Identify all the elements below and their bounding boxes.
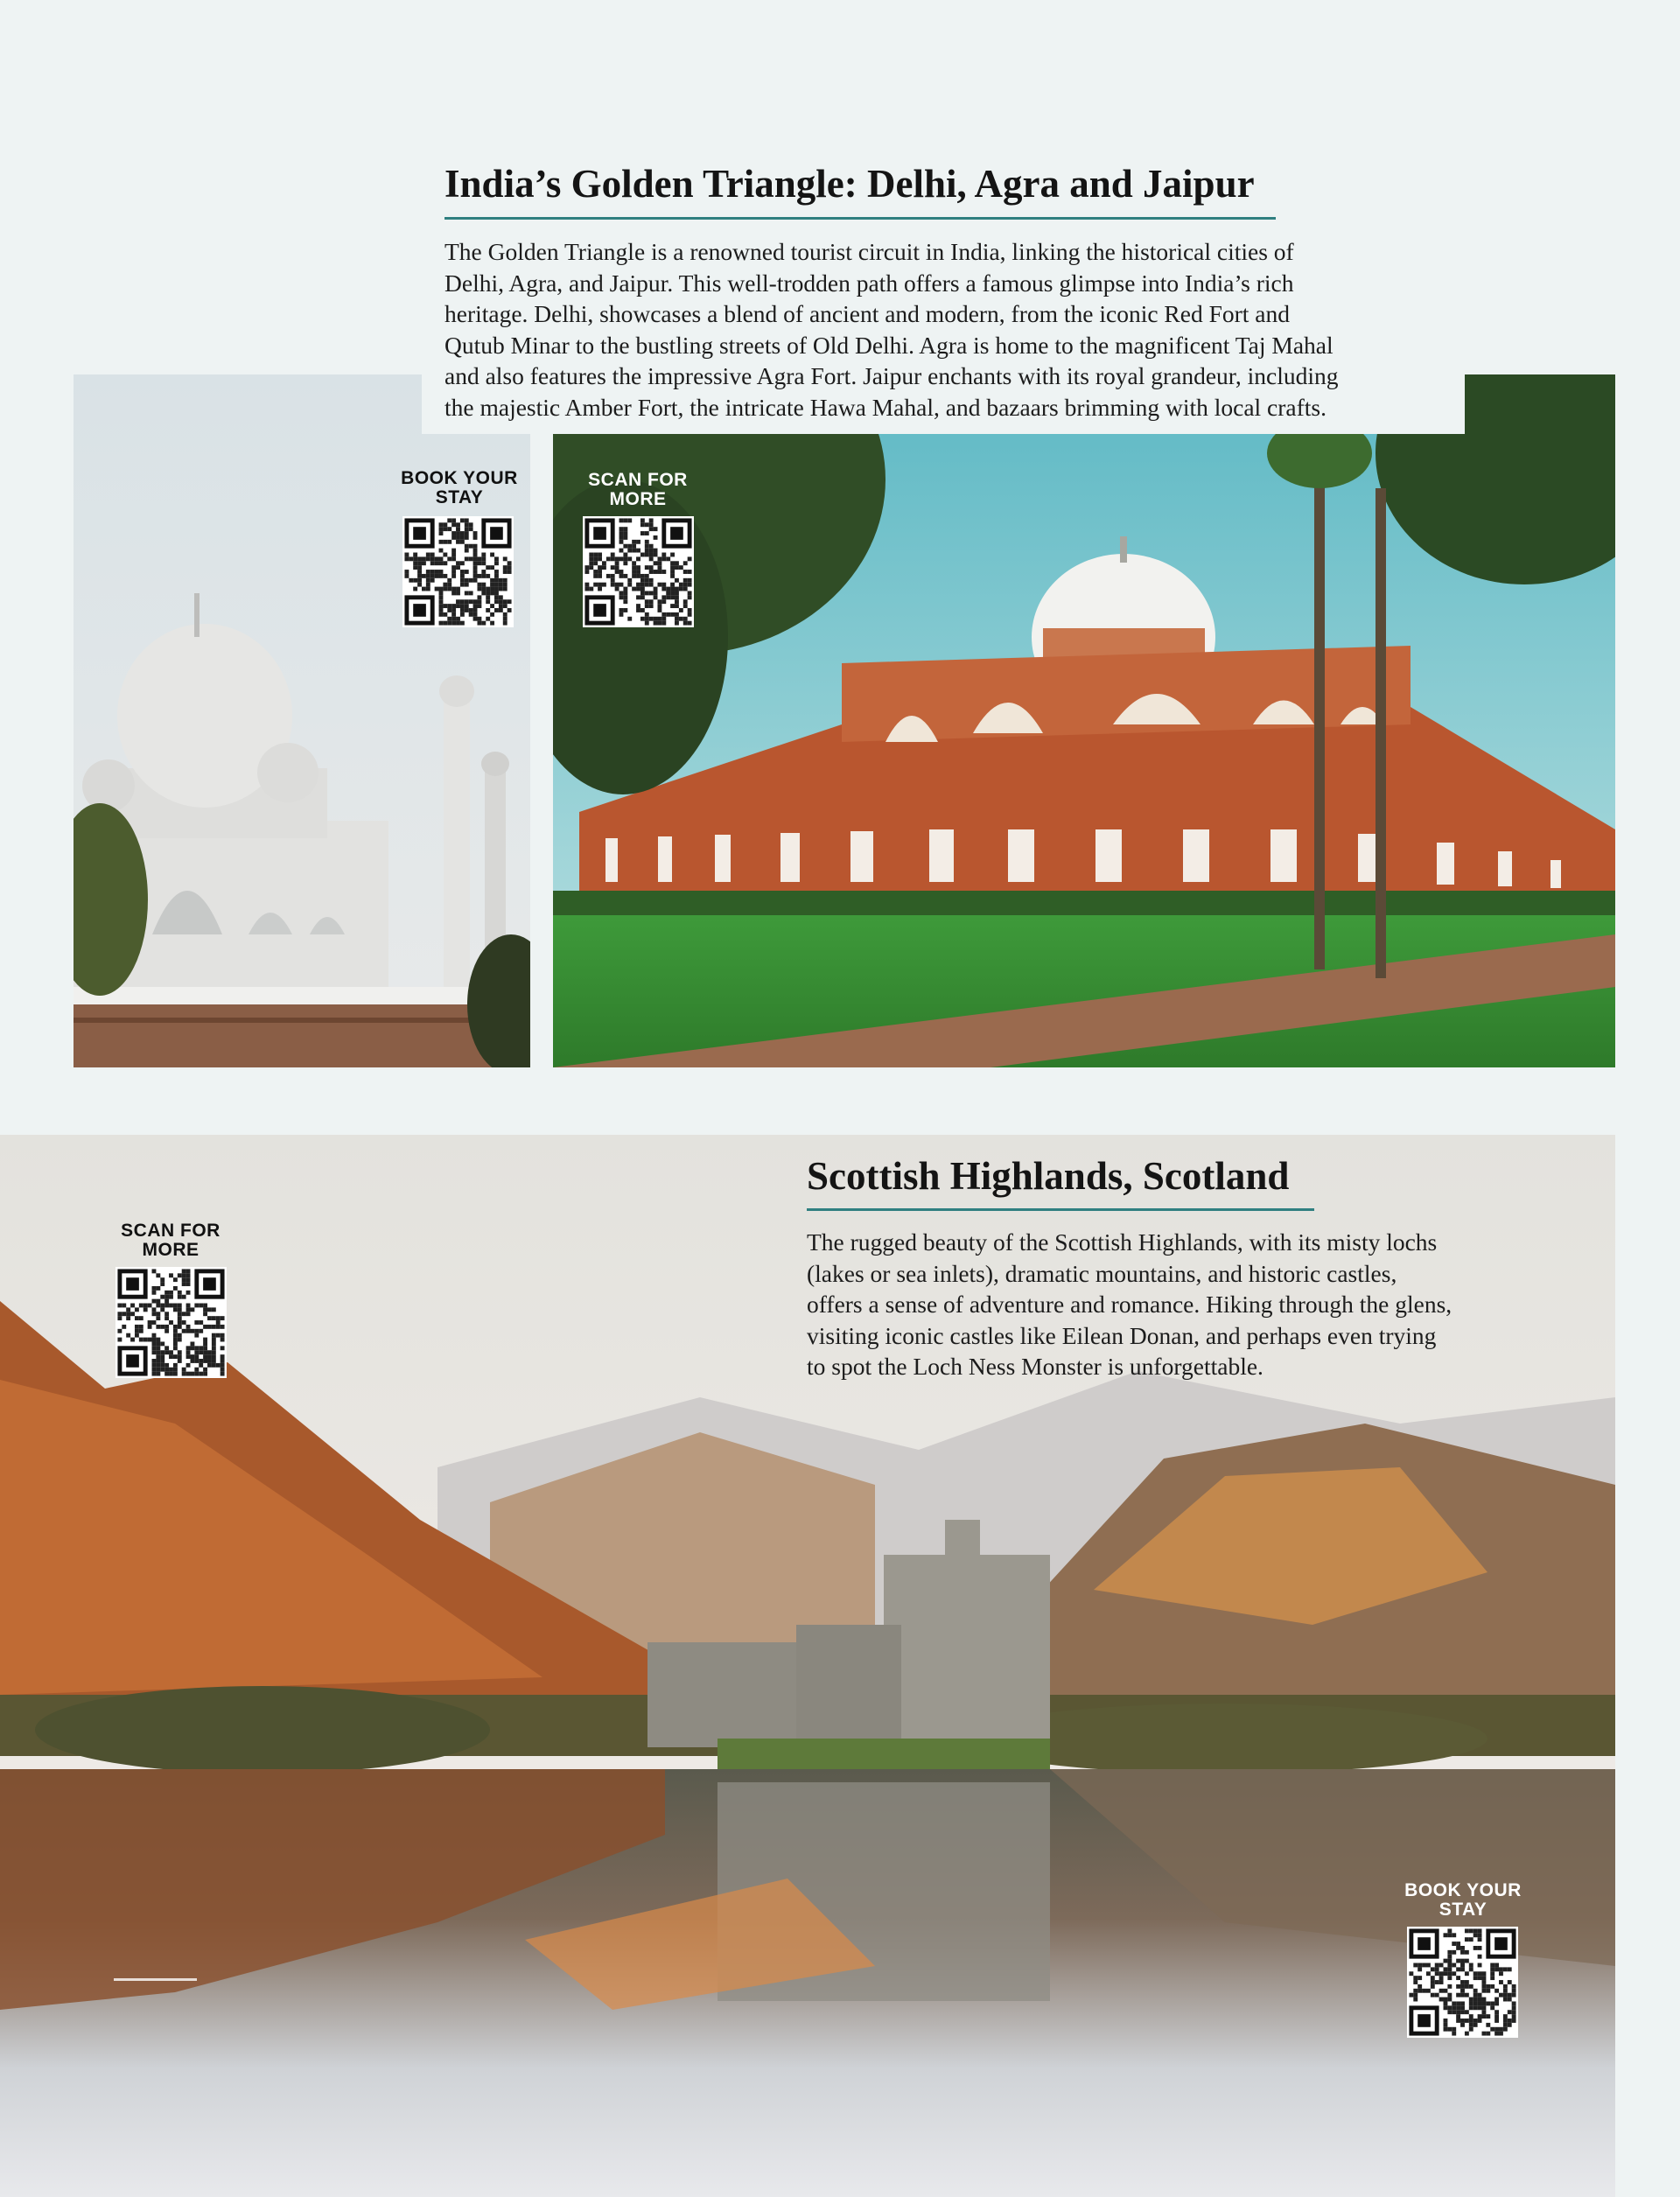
scotland-book-qr-code[interactable] — [1407, 1927, 1518, 2038]
scotland-scan-label: SCAN FOR MORE — [121, 1221, 220, 1260]
india-scan-label: SCAN FOR MORE — [588, 470, 688, 509]
scotland-title-rule — [807, 1208, 1314, 1211]
india-description-line: Delhi, Agra, and Jaipur. This well-trodden path offers a famous glimpse into India’s rich — [444, 269, 1294, 297]
scotland-title: Scottish Highlands, Scotland — [807, 1154, 1290, 1198]
scotland-description-line: to spot the Loch Ness Monster is unforgettable. — [807, 1353, 1264, 1380]
scotland-scan-qr-code[interactable] — [116, 1267, 227, 1378]
india-book-qr-code[interactable] — [402, 516, 514, 627]
india-description-line: Qutub Minar to the bustling streets of Old Delhi. Agra is home to the magnificent Taj Mahal — [444, 331, 1334, 359]
india-description-line: and also features the impressive Agra Fort. Jaipur enchants with its royal grandeur, including — [444, 362, 1339, 389]
india-book-label: BOOK YOUR STAY — [401, 468, 518, 507]
india-description-line: the majestic Amber Fort, the intricate Hawa Mahal, and bazaars brimming with local crafts. — [444, 393, 1326, 421]
india-title: India’s Golden Triangle: Delhi, Agra and Jaipur — [444, 162, 1255, 206]
india-description-line: The Golden Triangle is a renowned tourist circuit in India, linking the historical cities of — [444, 238, 1294, 265]
india-description — [444, 236, 1339, 423]
india-scan-qr-code[interactable] — [583, 516, 694, 627]
scotland-description-line: offers a sense of adventure and romance. Hiking through the glens, — [807, 1291, 1452, 1318]
scotland-book-label: BOOK YOUR STAY — [1404, 1880, 1522, 1920]
india-description-line: heritage. Delhi, showcases a blend of ancient and modern, from the iconic Red Fort and — [444, 300, 1291, 327]
scotland-description-line: The rugged beauty of the Scottish Highlands, with its misty lochs — [807, 1228, 1438, 1256]
scotland-description-line: (lakes or sea inlets), dramatic mountains, and historic castles, — [807, 1259, 1397, 1287]
scotland-description-line: visiting iconic castles like Eilean Donan, and perhaps even trying — [807, 1321, 1437, 1349]
india-title-rule — [444, 217, 1276, 220]
scotland-description — [807, 1227, 1452, 1382]
humayun-tomb-photo — [553, 374, 1615, 1067]
